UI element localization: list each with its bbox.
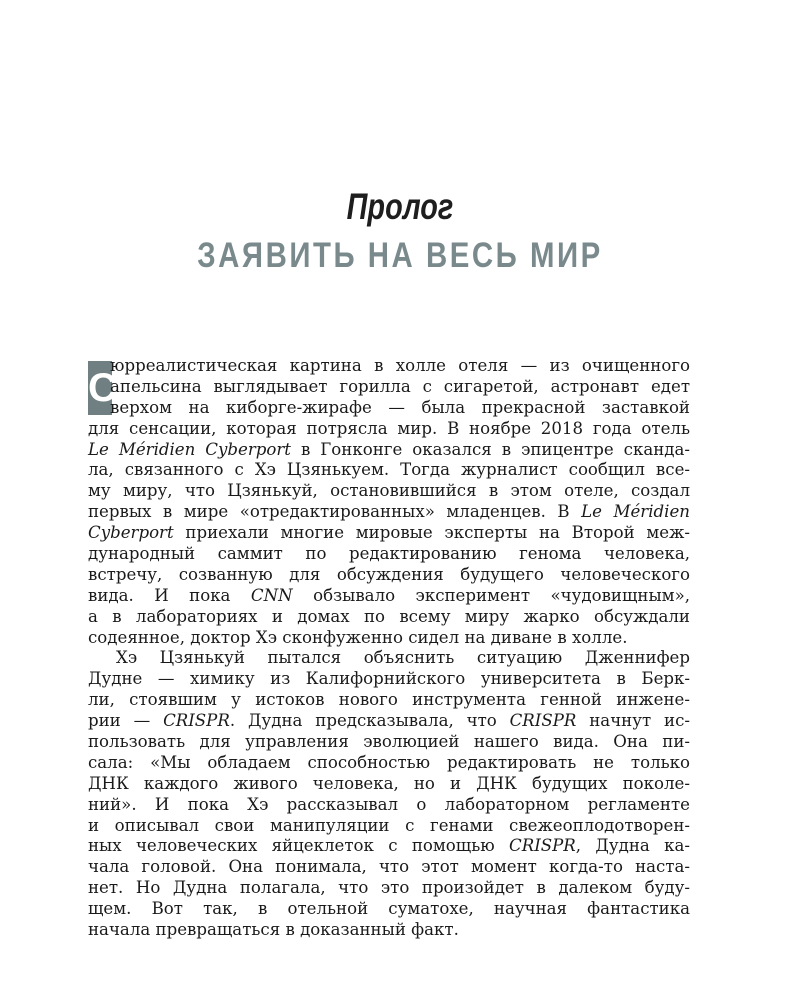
text-line: содеянное, доктор Хэ сконфуженно сидел на диване в холле.	[88, 627, 628, 647]
text-line: Cyberport приехали многие мировые эксперты на Второй меж-	[88, 523, 690, 543]
text-line: ных человеческих яйцеклеток с помощью CRISPR, Дудна ка-	[88, 836, 690, 856]
text-line: верхом на киборге-жирафе — была прекрасной заставкой	[110, 397, 690, 417]
text-line: нет. Но Дудна полагала, что это произойдет в далеком буду-	[88, 878, 690, 898]
text-line: ний». И пока Хэ рассказывал о лабораторном регламенте	[88, 794, 690, 814]
body-text	[88, 356, 690, 941]
text-line: рии — CRISPR. Дудна предсказывала, что CRISPR начнут ис-	[88, 711, 690, 731]
text-line: Дудне — химику из Калифорнийского университета в Берк-	[88, 669, 690, 689]
text-line: дународный саммит по редактированию генома человека,	[88, 544, 690, 564]
text-line: му миру, что Цзянькуй, остановившийся в этом отеле, создал	[88, 481, 690, 501]
text-line: Le Méridien Cyberport в Гонконге оказался в эпицентре сканда-	[88, 439, 690, 459]
text-line: первых в мире «отредактированных» младенцев. В Le Méridien	[88, 502, 690, 522]
text-line: ла, связанного с Хэ Цзянькуем. Тогда журналист сообщил все-	[88, 460, 690, 480]
text-line: щем. Вот так, в отельной суматохе, научная фантастика	[88, 899, 690, 919]
text-line: встречу, созванную для обсуждения будущего человеческого	[88, 564, 690, 584]
text-line: юрреалистическая картина в холле отеля — из очищенного	[110, 356, 690, 375]
text-line: ли, стоявшим у истоков нового инструмента генной инжене-	[88, 690, 690, 710]
text-line: а в лабораториях и домах по всему миру жарко обсуждали	[88, 606, 690, 626]
text-line: апельсина выглядывает горилла с сигаретой, астронавт едет	[110, 376, 690, 396]
chapter-title: ЗАЯВИТЬ НА ВЕСЬ МИР	[197, 236, 603, 275]
text-line: ДНК каждого живого человека, но и ДНК будущих поколе-	[88, 773, 690, 793]
text-line: чала головой. Она понимала, что этот момент когда-то наста-	[88, 857, 690, 877]
text-line: вида. И пока CNN обзывало эксперимент «чудовищным»,	[88, 585, 690, 605]
text-line: пользовать для управления эволюцией нашего вида. Она пи-	[88, 732, 690, 752]
text-line: и описывал свои манипуляции с генами свежеоплодотворен-	[88, 815, 690, 835]
text-line: начала превращаться в доказанный факт.	[88, 920, 459, 940]
prologue-heading: Пролог	[346, 186, 454, 227]
text-line: сала: «Мы обладаем способностью редактировать не только	[88, 752, 690, 772]
drop-cap: С	[88, 361, 112, 415]
text-line: Хэ Цзянькуй пытался объяснить ситуацию Дженнифер	[116, 648, 690, 668]
text-line: для сенсации, которая потрясла мир. В ноябре 2018 года отель	[88, 418, 690, 438]
